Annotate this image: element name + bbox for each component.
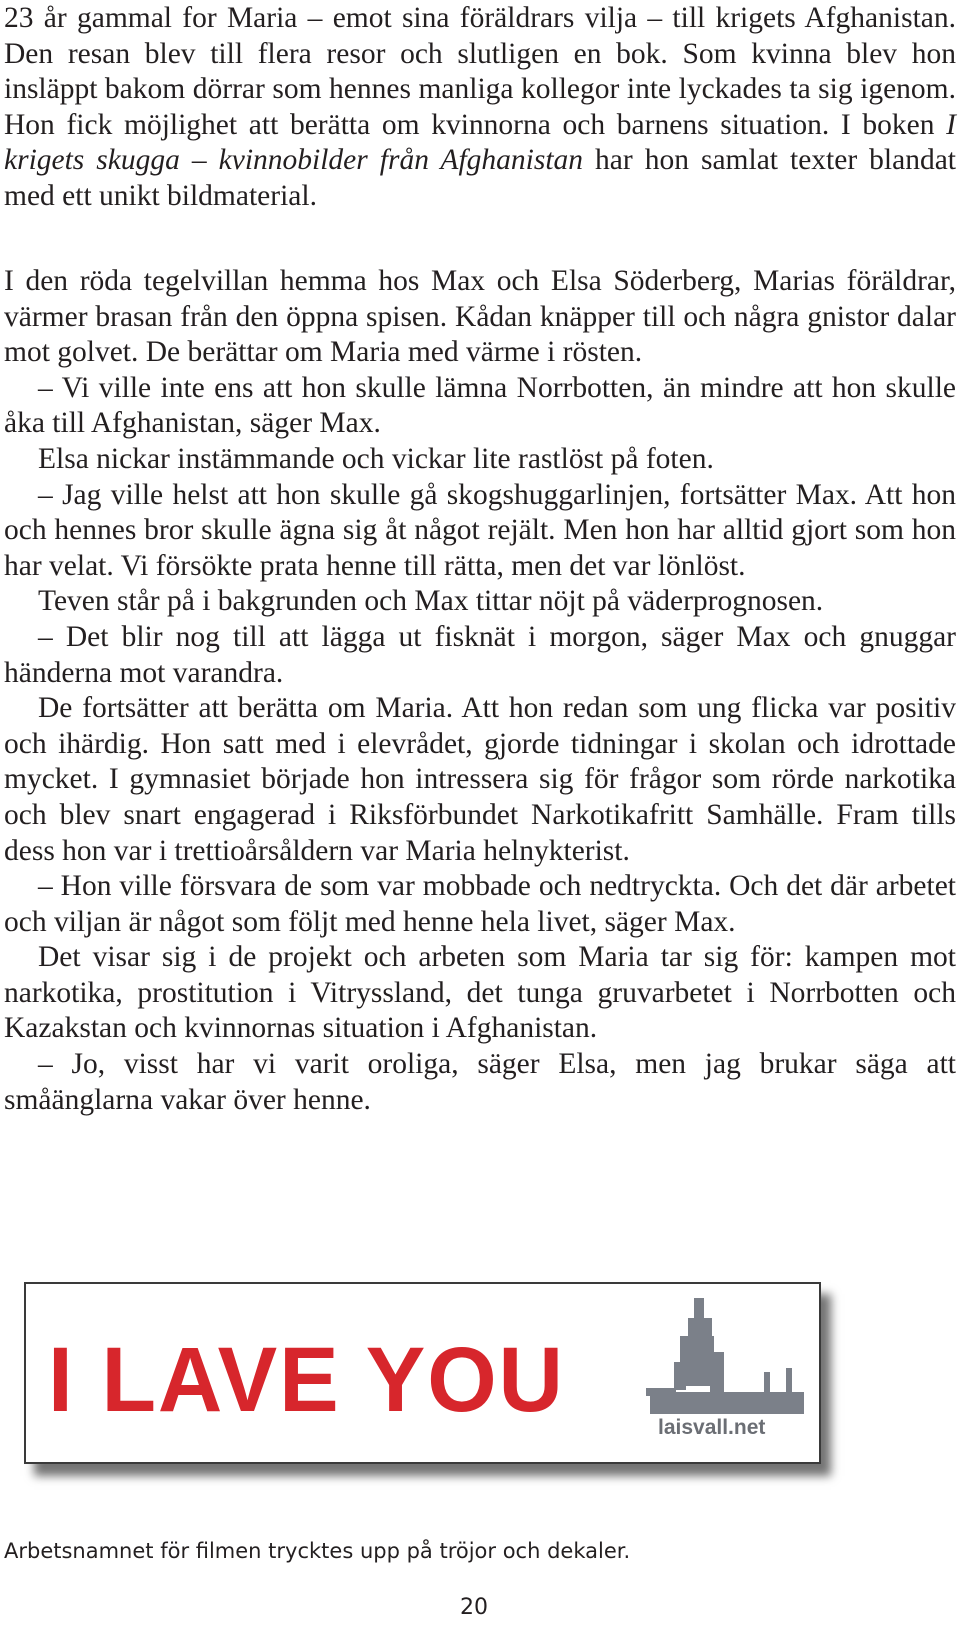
paragraph: De fortsätter att berätta om Maria. Att hon redan som ung flicka var positiv och ihärdig. Hon satt med i elevrådet, gjorde tidningar i skolan och idrottade mycket. I gymnasiet började hon intressera sig för frågor som rörde narkotika och blev snart engagerad i Riksförbundet Narkotikafritt Samhälle. Fram tills dess hon var i trettioårsåldern var Maria helnykterist. [4, 692, 956, 867]
paragraph: – Vi ville inte ens att hon skulle lämna Norrbotten, än mindre att hon skulle åka till Afghanistan, säger Max. [4, 371, 956, 440]
book-title: I krigets skugga – kvinnobilder från Afghanistan [4, 108, 956, 177]
paragraph: Det visar sig i de projekt och arbeten som Maria tar sig för: kampen mot narkotika, prostitution i Vitryssland, det tunga gruvarbetet i Norrbotten och Kazakstan och kvinnornas situation i Afghanistan. [4, 941, 956, 1045]
intro-text-start: 23 år gammal for Maria – emot sina föräldrars vilja – till krigets Afghanistan. Den resan blev till flera resor och slutligen en bok. Som kvinna blev hon insläppt bakom dörrar som hennes manliga kollegor inte lyckades ta sig igenom. Hon fick möjlighet att berätta om kvinnorna och barnens situation. I boken [4, 2, 956, 141]
paragraph: Elsa nickar instämmande och vickar lite rastlöst på foten. [38, 442, 714, 475]
paragraph: – Jag ville helst att hon skulle gå skogshuggarlinjen, fortsätter Max. Att hon och hennes bror skulle ägna sig åt något rejält. Men hon har alltid gjort som hon har velat. Vi försökte prata henne till rätta, men det var lönlöst. [4, 478, 956, 582]
book-page [4, 0, 956, 1638]
banner-url: laisvall.net [658, 1416, 766, 1439]
body-text [4, 264, 956, 1118]
paragraph: I den röda tegelvillan hemma hos Max och Elsa Söderberg, Marias föräldrar, värmer brasan från den öppna spisen. Kådan knäpper till och några gnistor dalar mot golvet. De berättar om Maria med värme i rösten. [4, 265, 956, 369]
intro-paragraph [4, 1, 956, 215]
banner-slogan: I LAVE YOU [48, 1329, 565, 1431]
intro-text-end: har hon samlat texter blandat med ett unikt bildmaterial. [4, 144, 956, 212]
image-caption: Arbetsnamnet för filmen trycktes upp på tröjor och dekaler. [4, 1539, 631, 1563]
paragraph: – Jo, visst har vi varit oroliga, säger Elsa, men jag brukar säga att småänglarna vakar över henne. [4, 1048, 956, 1116]
page-number: 20 [460, 1595, 488, 1620]
paragraph: – Hon ville försvara de som var mobbade och nedtryckta. Och det där arbetet och viljan är något som följt med henne hela livet, säger Max. [4, 870, 956, 938]
paragraph: – Det blir nog till att lägga ut fisknät i morgon, säger Max och gnuggar händerna mot varandra. [4, 620, 956, 689]
i-lave-you-banner [24, 1282, 821, 1464]
paragraph: Teven står på i bakgrunden och Max tittar nöjt på väderprognosen. [38, 585, 824, 618]
